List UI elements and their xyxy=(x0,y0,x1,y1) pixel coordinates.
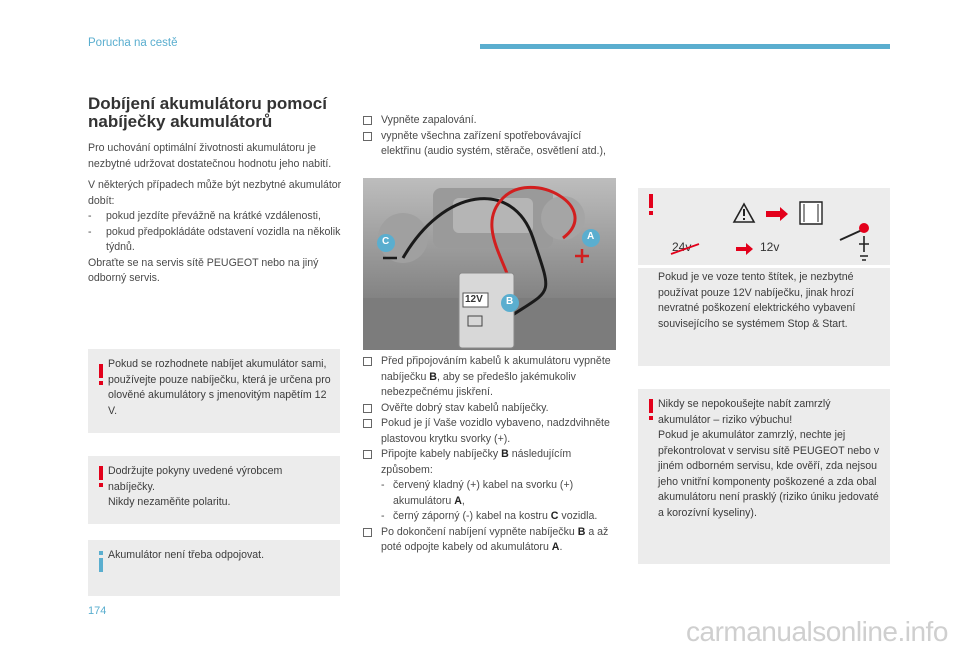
section-title: Porucha na cestě xyxy=(88,37,178,49)
column-2-bottom xyxy=(363,354,625,556)
warning-text-2: Dodržujte pokyny uvedené výrobcem nabíječky. Nikdy nezaměňte polaritu. xyxy=(108,465,283,508)
header-bar xyxy=(480,44,890,49)
checkbox-icon xyxy=(363,116,372,125)
list-item: Připojte kabely nabíječky B následujícím způsobem: xyxy=(363,447,625,478)
paragraph-1: Pro uchování optimální životnosti akumulátoru je nezbytné udržovat dostatečnou hodnotu jeho nabití. xyxy=(88,142,332,170)
paragraph-2: V některých případech může být nezbytné akumulátor dobít: xyxy=(88,179,342,207)
engine-illustration xyxy=(363,178,616,350)
warning-text-1: Pokud se rozhodnete nabíjet akumulátor sami, používejte pouze nabíječku, která je určena pro olověné akumulátory s jmenovitým napětím 12 V. xyxy=(108,358,331,417)
stop-start-label-box xyxy=(638,188,890,366)
label-a: A xyxy=(587,231,595,242)
warning-icon xyxy=(646,194,656,216)
column-1 xyxy=(88,95,343,293)
checkbox-icon xyxy=(363,132,372,141)
divider xyxy=(638,265,890,268)
info-icon xyxy=(96,551,106,573)
voltage-label-illustration xyxy=(664,194,884,268)
info-box xyxy=(88,540,340,596)
warning-box-1 xyxy=(88,349,340,433)
checkbox-icon xyxy=(363,528,372,537)
list-item: Před připojováním kabelů k akumulátoru vypněte nabíječku B, aby se předešlo jakémukoliv nebezpečnému jiskření. xyxy=(363,354,625,401)
label-24v: 24v xyxy=(672,240,692,254)
list-item: vypněte všechna zařízení spotřebovávající elektřinu (audio systém, stěrače, osvětlení atd.), xyxy=(363,129,623,160)
list-item: Ověřte dobrý stav kabelů nabíječky. xyxy=(363,401,625,417)
warning-box-3 xyxy=(638,389,890,564)
checkbox-icon xyxy=(363,404,372,413)
warning-box-2 xyxy=(88,456,340,524)
checkbox-icon xyxy=(363,419,372,428)
page-number: 174 xyxy=(88,605,107,617)
list-item: Po dokončení nabíjení vypněte nabíječku B a až poté odpojte kabely od akumulátoru A. xyxy=(363,525,625,556)
warning-icon xyxy=(96,466,106,488)
list-item: - pokud jezdíte převážně na krátké vzdálenosti, xyxy=(88,210,321,222)
info-text: Akumulátor není třeba odpojovat. xyxy=(108,549,265,561)
warning-icon xyxy=(96,364,106,386)
watermark: carmanualsonline.info xyxy=(686,616,948,647)
label-c: C xyxy=(382,236,390,247)
charger-voltage-label: 12V xyxy=(465,294,483,305)
column-2-top xyxy=(363,113,623,160)
label-info-text: Pokud je ve voze tento štítek, je nezbytné používat pouze 12V nabíječku, jinak hrozí nevratné poškození elektrického vybavení souvisejícího se systémem Stop & Start. xyxy=(658,271,856,330)
warning-icon xyxy=(646,399,656,421)
page-title: Dobíjení akumulátoru pomocí nabíječky akumulátorů xyxy=(88,94,327,131)
list-item: - pokud předpokládáte odstavení vozidla na několik týdnů. xyxy=(88,225,341,253)
warning-text-3: Nikdy se nepokoušejte nabít zamrzlý akumulátor – riziko výbuchu! Pokud je akumulátor zamrzlý, nechte jej překontrolovat v servisu sítě PEUGEOT nebo v jiném odborném servisu, kde ověří, zda nejsou jeho vnitřní komponenty poškozené a zda obal akumulátoru není prasklý (riziko úniku jedovaté a korozívní kyseliny). xyxy=(658,398,880,519)
paragraph-3: Obraťte se na servis sítě PEUGEOT nebo na jiný odborný servis. xyxy=(88,256,319,284)
list-item: Pokud je jí Vaše vozidlo vybaveno, nadzdvihněte plastovou krytku svorky (+). xyxy=(363,416,625,447)
sub-list-item: - červený kladný (+) kabel na svorku (+) akumulátoru A, xyxy=(381,479,574,507)
strike-through-icon xyxy=(670,243,700,255)
sub-list-item: - černý záporný (-) kabel na kostru C vozidla. xyxy=(381,510,598,522)
engine-charging-photo xyxy=(363,178,616,350)
label-12v: 12v xyxy=(760,240,780,254)
label-b: B xyxy=(506,296,514,307)
list-item: Vypněte zapalování. xyxy=(363,113,623,129)
checkbox-icon xyxy=(363,357,372,366)
checkbox-icon xyxy=(363,450,372,459)
